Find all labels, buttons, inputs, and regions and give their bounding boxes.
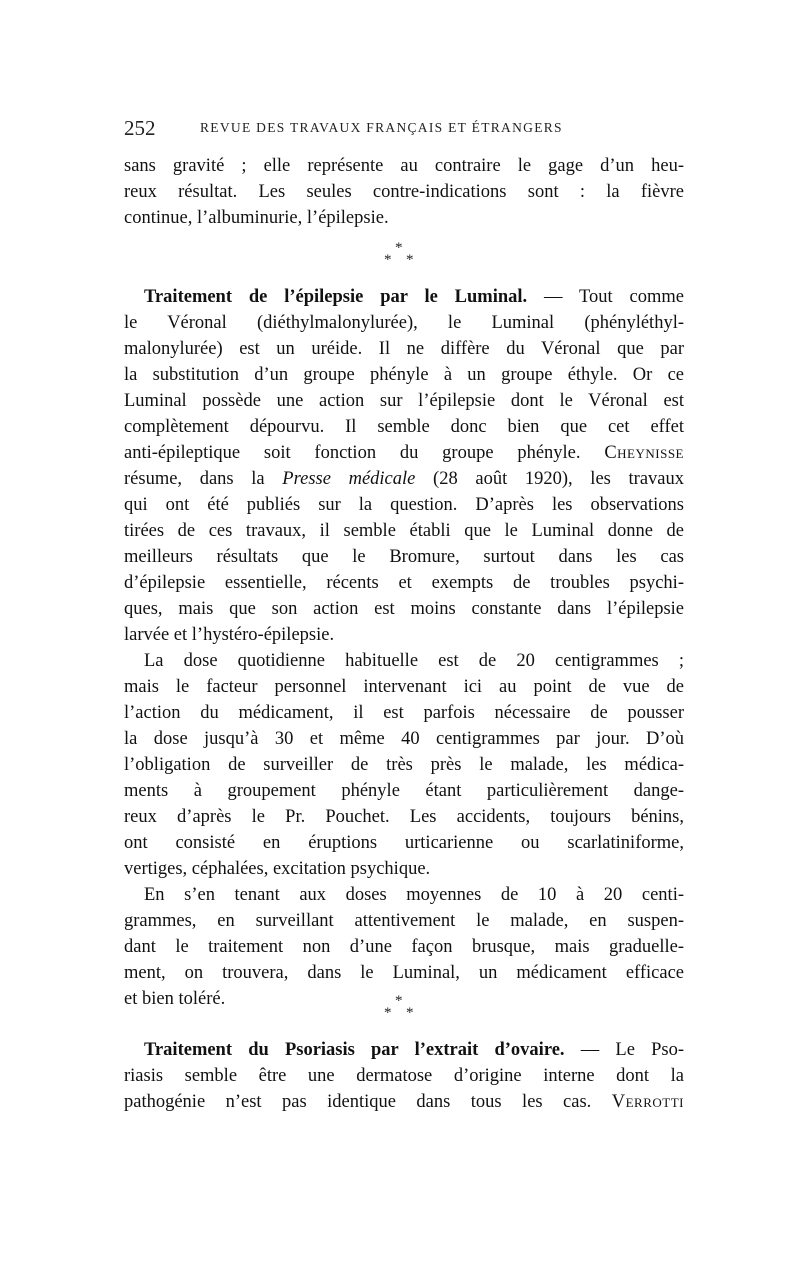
text-line: La dose quotidienne habituelle est de 20 centigrammes ; xyxy=(144,651,684,671)
text-line: tirées de ces travaux, il semble établi que le Luminal donne de xyxy=(124,521,684,541)
text-line: qui ont été publiés sur la question. D’après les observations xyxy=(124,495,684,515)
asterisk: * xyxy=(406,252,414,268)
text-line: grammes, en surveillant attentivement le malade, en suspen- xyxy=(124,911,684,931)
text-line: larvée et l’hystéro-épilepsie. xyxy=(124,625,335,645)
text-line: dant le traitement non d’une façon brusque, mais graduelle- xyxy=(124,937,684,957)
text-line: En s’en tenant aux doses moyennes de 10 à 20 centi- xyxy=(144,885,684,905)
text-line: reux résultat. Les seules contre-indications sont : la fièvre xyxy=(124,182,684,202)
text-line xyxy=(124,440,684,466)
text-line: riasis semble être une dermatose d’origine interne dont la xyxy=(124,1066,684,1086)
text-line: mais le facteur personnel intervenant ici au point de vue de xyxy=(124,677,684,697)
section-heading-psoriasis: Traitement du Psoriasis par l’extrait d’ovaire. xyxy=(144,1040,565,1060)
text-line: meilleurs résultats que le Bromure, surtout dans les cas xyxy=(124,547,684,567)
asterisk: * xyxy=(406,1005,414,1021)
heading-continuation: — Le Pso- xyxy=(564,1040,684,1060)
text-line: ont consisté en éruptions urticarienne ou scarlatiniforme, xyxy=(124,833,684,853)
text-span: résume, dans la xyxy=(124,469,283,489)
author-name: Cheynisse xyxy=(604,443,684,463)
text-line: l’action du médicament, il est parfois nécessaire de pousser xyxy=(124,703,684,723)
section-asterism xyxy=(370,240,430,270)
text-line: la dose jusqu’à 30 et même 40 centigrammes par jour. D’où xyxy=(124,729,684,749)
text-line: Luminal possède une action sur l’épilepsie dont le Véronal est xyxy=(124,391,684,411)
asterisk: * xyxy=(384,252,392,268)
text-line xyxy=(124,466,684,492)
text-line: l’obligation de surveiller de très près le malade, les médica- xyxy=(124,755,684,775)
text-line: sans gravité ; elle représente au contraire le gage d’un heu- xyxy=(124,156,684,176)
text-line: complètement dépourvu. Il semble donc bien que cet effet xyxy=(124,417,684,437)
text-span: anti-épileptique soit fonction du groupe phényle. xyxy=(124,443,605,463)
text-line: continue, l’albuminurie, l’épilepsie. xyxy=(124,208,389,228)
text-line xyxy=(124,1089,684,1115)
page-header xyxy=(124,116,684,140)
heading-continuation: — Tout comme xyxy=(527,287,684,307)
section-heading-luminal: Traitement de l’épilepsie par le Luminal. xyxy=(144,287,528,307)
text-line: reux d’après le Pr. Pouchet. Les accidents, toujours bénins, xyxy=(124,807,684,827)
text-line: ques, mais que son action est moins constante dans l’épilepsie xyxy=(124,599,684,619)
asterisk: * xyxy=(395,240,403,256)
text-line: la substitution d’un groupe phényle à un groupe éthyle. Or ce xyxy=(124,365,684,385)
running-title: REVUE DES TRAVAUX FRANÇAIS ET ÉTRANGERS xyxy=(200,120,563,135)
text-line: malonylurée) est un uréide. Il ne diffère du Véronal que par xyxy=(124,339,684,359)
text-line: ments à groupement phényle étant particulièrement dange- xyxy=(124,781,684,801)
journal-title: Presse médicale xyxy=(282,469,416,489)
text-line: et bien toléré. xyxy=(124,989,226,1009)
section-heading-line xyxy=(124,1037,684,1063)
text-span: pathogénie n’est pas identique dans tous les cas. xyxy=(124,1092,612,1112)
text-line: d’épilepsie essentielle, récents et exempts de troubles psychi- xyxy=(124,573,684,593)
asterisk: * xyxy=(395,993,403,1009)
asterisk: * xyxy=(384,1005,392,1021)
text-line: le Véronal (diéthylmalonylurée), le Luminal (phényléthyl- xyxy=(124,313,684,333)
page-number: 252 xyxy=(124,116,156,140)
text-line: ment, on trouvera, dans le Luminal, un médicament efficace xyxy=(124,963,684,983)
text-span: (28 août 1920), les travaux xyxy=(415,469,684,489)
author-name: Verrotti xyxy=(611,1092,684,1112)
section-heading-line xyxy=(124,284,684,310)
text-line: vertiges, céphalées, excitation psychique. xyxy=(124,859,431,879)
section-asterism xyxy=(370,993,430,1023)
